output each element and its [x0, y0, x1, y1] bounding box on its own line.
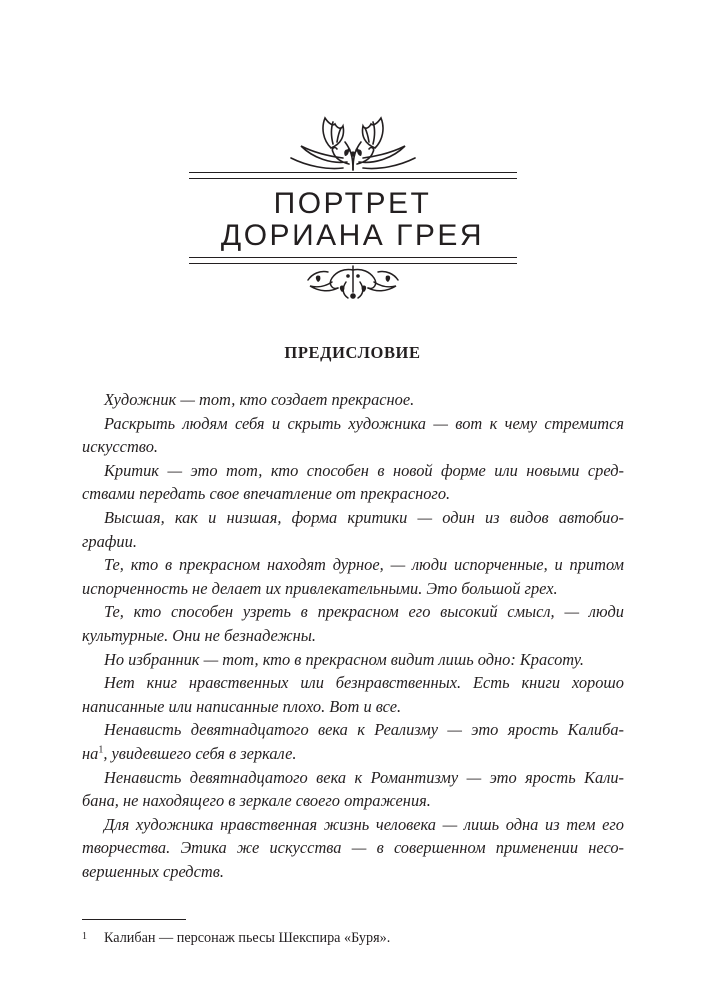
- text-line-content: Те, кто в прекрасном находят дурное, — люди испорченные, и притом: [104, 555, 624, 575]
- text-line-content: Художник — тот, кто создает прекрасное.: [104, 390, 415, 409]
- text-line: [82, 860, 624, 884]
- text-line: [82, 789, 624, 813]
- floral-ornament-icon: [283, 112, 423, 172]
- floral-ornament-icon: [298, 262, 408, 304]
- title-rule: [189, 257, 517, 258]
- text-line: [82, 671, 624, 695]
- text-line: [82, 648, 624, 672]
- text-line-content: графии.: [82, 531, 137, 551]
- text-line: [82, 577, 624, 601]
- title-rule: [189, 178, 517, 179]
- text-line-content: культурные. Они не безнадежны.: [82, 625, 316, 645]
- text-line-content: бана, не находящего в зеркале своего отражения.: [82, 791, 431, 811]
- text-line: [82, 482, 624, 506]
- text-line: [82, 553, 624, 577]
- text-line-content: Раскрыть людям себя и скрыть художника — вот к чему стремится: [104, 413, 624, 433]
- text-line-content: Ненависть девятнадцатого века к Реализму — это ярость Калиба-: [104, 720, 624, 740]
- text-line-content: Но избранник — тот, кто в прекрасном видит лишь одно: Красоту.: [104, 649, 585, 669]
- text-line-content: написанные или написанные плохо. Вот и все.: [82, 696, 402, 716]
- text-line: [82, 813, 624, 837]
- text-line: [82, 506, 624, 530]
- text-line-content: творчества. Этика же искусства — в совершенном применении несо-: [82, 838, 624, 858]
- text-line: [82, 718, 624, 742]
- text-line-content: вершенных средств.: [82, 861, 224, 881]
- page-title-line-2: ДОРИАНА ГРЕЯ: [220, 219, 485, 252]
- text-line-content: Те, кто способен узреть в прекрасном его высокий смысл, — люди: [104, 602, 624, 622]
- text-line-content: Ненависть девятнадцатого века к Романтизму — это ярость Кали-: [104, 767, 624, 787]
- text-line: [82, 742, 624, 766]
- text-line: [82, 836, 624, 860]
- text-line: [82, 624, 624, 648]
- text-line-content: Для художника нравственная жизнь человека — лишь одна из тем его: [104, 814, 624, 834]
- text-line: [82, 388, 624, 412]
- text-line-content: Высшая, как и низшая, форма критики — один из видов автобио-: [104, 507, 624, 527]
- footnote-rule: [82, 919, 186, 920]
- text-line-tail: , увидевшего себя в зеркале.: [103, 743, 297, 763]
- preface-text: [82, 388, 624, 883]
- text-line-content: испорченность не делает их привлекательными. Это большой грех.: [82, 578, 558, 598]
- text-line: [82, 530, 624, 554]
- footnote-text: Калибан — персонаж пьесы Шекспира «Буря».: [104, 930, 391, 946]
- floral-ornament-top: [0, 112, 705, 172]
- text-line: [82, 695, 624, 719]
- text-line-content: Нет книг нравственных или безнравственных. Есть книги хорошо: [104, 673, 624, 693]
- text-line-content: на: [82, 743, 99, 763]
- footnote-reference[interactable]: 1: [98, 744, 104, 756]
- text-line: [82, 766, 624, 790]
- text-line-content: искусство.: [82, 437, 158, 457]
- text-line: [82, 600, 624, 624]
- text-line: [82, 459, 624, 483]
- section-heading: ПРЕДИСЛОВИЕ: [284, 343, 421, 362]
- text-line: [82, 435, 624, 459]
- title-rule: [189, 172, 517, 173]
- text-line-content: ствами передать свое впечатление от прекрасного.: [82, 484, 451, 504]
- text-line: [82, 412, 624, 436]
- text-line-content: Критик — это тот, кто способен в новой форме или новыми сред-: [104, 460, 624, 480]
- footnote-number: 1: [82, 931, 87, 942]
- floral-ornament-bottom: [0, 262, 705, 304]
- page-title-line-1: ПОРТРЕТ: [273, 187, 432, 220]
